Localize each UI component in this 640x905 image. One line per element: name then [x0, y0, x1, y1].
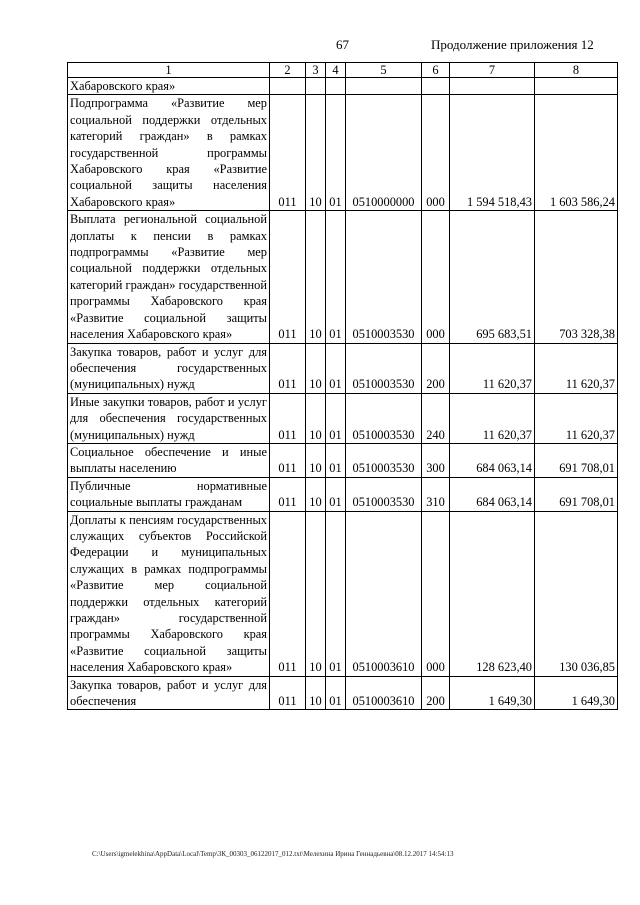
admin-code-cell: 011: [270, 443, 306, 477]
section-cell: 10: [306, 393, 326, 443]
row-name-cell: Выплата региональной социальной доплаты к пенсии в рамках подпрограммы «Развитие мер социальной поддержки отдельных категорий граждан» государственной программы Хабаровского края «Развитие социальной защиты населения Хабаровского края»: [68, 211, 270, 343]
section-cell: 10: [306, 477, 326, 511]
admin-code-cell: 011: [270, 393, 306, 443]
admin-code-cell: 011: [270, 676, 306, 710]
amount-2019-cell: 1 603 586,24: [535, 95, 618, 211]
target-article-cell: 0510003610: [346, 511, 422, 676]
table-row: [68, 676, 618, 710]
amount-2018-cell: 11 620,37: [450, 343, 535, 393]
target-article-cell: 0510003610: [346, 676, 422, 710]
row-name-cell: Публичные нормативные социальные выплаты гражданам: [68, 477, 270, 511]
expense-type-cell: 000: [422, 211, 450, 343]
footer-file-path: C:\Users\igmelekhina\AppData\Local\Temp\3К_00303_06122017_012.txt\Мелехина Ирина Геннадьевна\08.12.2017 14:54:13: [92, 850, 454, 858]
row-name-cell: Доплаты к пенсиям государственных служащих субъектов Российской Федерации и муниципальных служащих в рамках подпрограммы «Развитие мер социальной поддержки отдельных категорий граждан» государственной программы Хабаровского края «Развитие социальной защиты населения Хабаровского края»: [68, 511, 270, 676]
target-article-cell: 0510003530: [346, 343, 422, 393]
amount-2018-cell: 128 623,40: [450, 511, 535, 676]
row-name-cell: Социальное обеспечение и иные выплаты населению: [68, 443, 270, 477]
amount-2018-cell: [450, 78, 535, 95]
row-name-cell: Хабаровского края»: [68, 78, 270, 95]
amount-2018-cell: 695 683,51: [450, 211, 535, 343]
row-name-cell: Закупка товаров, работ и услуг для обеспечения государственных (муниципальных) нужд: [68, 343, 270, 393]
table-row: [68, 95, 618, 211]
subsection-cell: 01: [326, 443, 346, 477]
page-number: 67: [336, 37, 349, 52]
subsection-cell: 01: [326, 343, 346, 393]
amount-2019-cell: 703 328,38: [535, 211, 618, 343]
table-row: [68, 443, 618, 477]
amount-2019-cell: 691 708,01: [535, 477, 618, 511]
expense-type-cell: 000: [422, 95, 450, 211]
subsection-cell: 01: [326, 393, 346, 443]
row-name-cell: Закупка товаров, работ и услуг для обеспечения: [68, 676, 270, 710]
subsection-cell: 01: [326, 95, 346, 211]
header-row: [68, 63, 618, 78]
amount-2018-cell: 11 620,37: [450, 393, 535, 443]
expense-type-cell: 300: [422, 443, 450, 477]
target-article-cell: 0510000000: [346, 95, 422, 211]
column-header: 1: [68, 63, 270, 78]
section-cell: [306, 78, 326, 95]
admin-code-cell: [270, 78, 306, 95]
table-row: [68, 211, 618, 343]
section-cell: 10: [306, 676, 326, 710]
expense-type-cell: 000: [422, 511, 450, 676]
section-cell: 10: [306, 511, 326, 676]
table-row: [68, 393, 618, 443]
amount-2019-cell: [535, 78, 618, 95]
budget-table: [67, 62, 618, 710]
subsection-cell: 01: [326, 676, 346, 710]
subsection-cell: 01: [326, 511, 346, 676]
amount-2018-cell: 1 649,30: [450, 676, 535, 710]
subsection-cell: 01: [326, 211, 346, 343]
target-article-cell: [346, 78, 422, 95]
target-article-cell: 0510003530: [346, 443, 422, 477]
section-cell: 10: [306, 343, 326, 393]
column-header: 5: [346, 63, 422, 78]
admin-code-cell: 011: [270, 511, 306, 676]
amount-2019-cell: 130 036,85: [535, 511, 618, 676]
admin-code-cell: 011: [270, 343, 306, 393]
admin-code-cell: 011: [270, 211, 306, 343]
column-header: 8: [535, 63, 618, 78]
amount-2019-cell: 11 620,37: [535, 393, 618, 443]
column-header: 7: [450, 63, 535, 78]
continuation-label: Продолжение приложения 12: [431, 37, 594, 52]
table-row: [68, 78, 618, 95]
row-name-cell: Иные закупки товаров, работ и услуг для обеспечения государственных (муниципальных) нужд: [68, 393, 270, 443]
table-row: [68, 343, 618, 393]
expense-type-cell: [422, 78, 450, 95]
row-name-cell: Подпрограмма «Развитие мер социальной поддержки отдельных категорий граждан» в рамках государственной программы Хабаровского края «Развитие социальной защиты населения Хабаровского края»: [68, 95, 270, 211]
section-cell: 10: [306, 443, 326, 477]
amount-2018-cell: 684 063,14: [450, 477, 535, 511]
amount-2019-cell: 691 708,01: [535, 443, 618, 477]
expense-type-cell: 200: [422, 676, 450, 710]
target-article-cell: 0510003530: [346, 393, 422, 443]
column-header: 2: [270, 63, 306, 78]
section-cell: 10: [306, 95, 326, 211]
section-cell: 10: [306, 211, 326, 343]
subsection-cell: 01: [326, 477, 346, 511]
expense-type-cell: 240: [422, 393, 450, 443]
target-article-cell: 0510003530: [346, 211, 422, 343]
target-article-cell: 0510003530: [346, 477, 422, 511]
amount-2018-cell: 1 594 518,43: [450, 95, 535, 211]
column-header: 4: [326, 63, 346, 78]
admin-code-cell: 011: [270, 477, 306, 511]
admin-code-cell: 011: [270, 95, 306, 211]
table-row: [68, 477, 618, 511]
column-header: 6: [422, 63, 450, 78]
expense-type-cell: 310: [422, 477, 450, 511]
table-row: [68, 511, 618, 676]
amount-2019-cell: 1 649,30: [535, 676, 618, 710]
amount-2018-cell: 684 063,14: [450, 443, 535, 477]
subsection-cell: [326, 78, 346, 95]
expense-type-cell: 200: [422, 343, 450, 393]
amount-2019-cell: 11 620,37: [535, 343, 618, 393]
column-header: 3: [306, 63, 326, 78]
